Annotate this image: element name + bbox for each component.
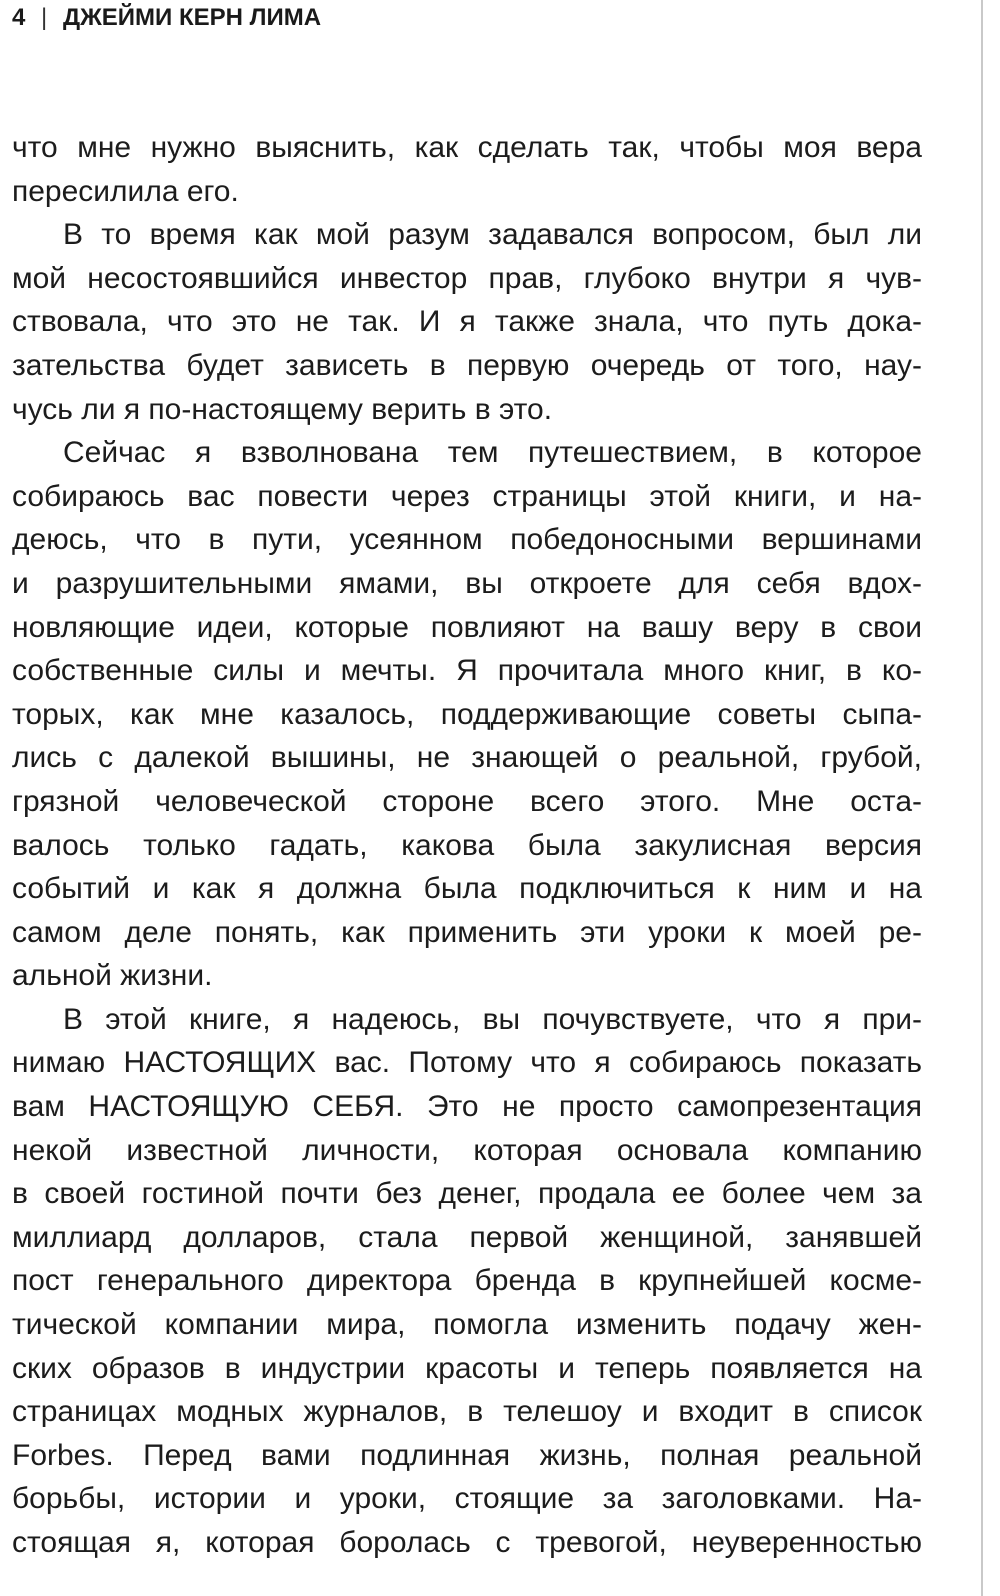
- text-line: собственные силы и мечты. Я прочитала много книг, в ко-: [12, 654, 922, 688]
- running-header: [0, 4, 960, 32]
- page-number: 4: [12, 4, 26, 31]
- text-line: торых, как мне казалось, поддерживающие советы сыпа-: [12, 697, 922, 731]
- text-line: Сейчас я взволнована тем путешествием, в которое: [63, 436, 922, 470]
- text-line: ствовала, что это не так. И я также знала, что путь дока-: [12, 305, 922, 339]
- text-line: стоящая я, которая боролась с тревогой, неуверенностью: [12, 1526, 922, 1559]
- text-line: событий и как я должна была подключиться к ним и на: [12, 872, 922, 906]
- text-line: страницах модных журналов, в телешоу и входит в список: [12, 1395, 922, 1429]
- text-line: зательства будет зависеть в первую очередь от того, нау-: [12, 348, 922, 382]
- text-line: некой известной личности, которая основала компанию: [12, 1133, 922, 1167]
- text-line: миллиард долларов, стала первой женщиной, занявшей: [12, 1220, 922, 1254]
- text-line: тической компании мира, помогла изменить подачу жен-: [12, 1308, 922, 1342]
- text-line: Forbes. Перед вами подлинная жизнь, полная реальной: [12, 1438, 922, 1472]
- text-line: самом деле понять, как применить эти уроки к моей ре-: [12, 915, 922, 949]
- text-line: нимаю НАСТОЯЩИХ вас. Потому что я собираюсь показать: [12, 1046, 922, 1080]
- text-line: В то время как мой разум задавался вопросом, был ли: [63, 218, 922, 252]
- text-line: грязной человеческой стороне всего этого. Мне оста-: [12, 784, 922, 818]
- paragraph: [12, 213, 922, 431]
- text-line: пересилила его.: [12, 174, 239, 208]
- paragraph: [12, 126, 922, 213]
- paragraph: [12, 431, 922, 998]
- text-line: чусь ли я по-настоящему верить в это.: [12, 392, 553, 426]
- text-line: В этой книге, я надеюсь, вы почувствуете, что я при-: [63, 1002, 922, 1036]
- text-line: борьбы, истории и уроки, стоящие за заголовками. На-: [12, 1482, 922, 1516]
- text-line: новляющие идеи, которые повлияют на вашу веру в свои: [12, 610, 922, 644]
- text-line: лись с далекой вышины, не знающей о реальной, грубой,: [12, 741, 922, 775]
- page-edge-line: [981, 0, 983, 1596]
- text-line: ских образов в индустрии красоты и теперь появляется на: [12, 1351, 922, 1385]
- text-line: в своей гостиной почти без денег, продала ее более чем за: [12, 1177, 922, 1211]
- text-line: вам НАСТОЯЩУЮ СЕБЯ. Это не просто самопрезентация: [12, 1090, 922, 1124]
- text-line: что мне нужно выяснить, как сделать так, чтобы моя вера: [12, 131, 922, 164]
- author-name: ДЖЕЙМИ КЕРН ЛИМА: [63, 4, 322, 31]
- body-text: [12, 126, 922, 1565]
- text-line: пост генерального директора бренда в крупнейшей косме-: [12, 1264, 922, 1298]
- text-line: и разрушительными ямами, вы откроете для себя вдох-: [12, 566, 922, 600]
- text-line: валось только гадать, какова была закулисная версия: [12, 828, 922, 862]
- text-line: альной жизни.: [12, 959, 213, 993]
- text-line: мой несостоявшийся инвестор прав, глубоко внутри я чув-: [12, 261, 922, 295]
- paragraph: [12, 998, 922, 1565]
- header-separator: |: [41, 4, 48, 31]
- text-line: собираюсь вас повести через страницы этой книги, и на-: [12, 479, 922, 513]
- text-line: деюсь, что в пути, усеянном победоносными вершинами: [12, 523, 922, 557]
